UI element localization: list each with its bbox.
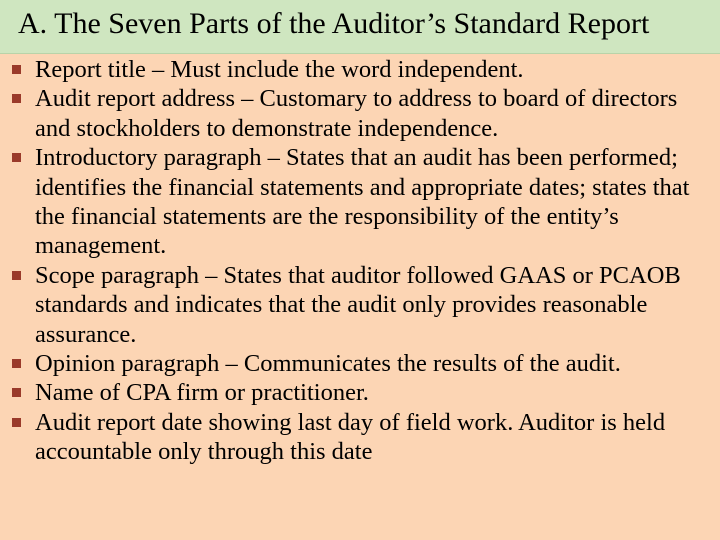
bullet-list	[0, 55, 720, 467]
bullet-text: Audit report address – Customary to address to board of directors and stockholders to demonstrate independence.	[35, 85, 678, 142]
square-bullet-icon	[12, 271, 21, 280]
bullet-item-cpa-firm-name	[0, 378, 720, 407]
square-bullet-icon	[12, 359, 21, 368]
bullet-text: Report title – Must include the word independent.	[35, 56, 524, 83]
bullet-item-report-address	[0, 84, 720, 143]
bullet-item-report-date	[0, 408, 720, 467]
title-bar	[0, 0, 720, 54]
bullet-text: Scope paragraph – States that auditor followed GAAS or PCAOB standards and indicates that the audit only provides reasonable assurance.	[35, 261, 681, 348]
bullet-item-scope-paragraph	[0, 261, 720, 349]
square-bullet-icon	[12, 94, 21, 103]
slide-title: A. The Seven Parts of the Auditor’s Standard Report	[18, 7, 650, 40]
bullet-text: Introductory paragraph – States that an audit has been performed; identifies the financial statements and appropriate dates; states that the financial statements are the responsibility of the entity’s management.	[35, 144, 690, 260]
bullet-item-introductory-paragraph	[0, 143, 720, 261]
square-bullet-icon	[12, 153, 21, 162]
bullet-item-report-title	[0, 55, 720, 84]
square-bullet-icon	[12, 418, 21, 427]
bullet-text: Name of CPA firm or practitioner.	[35, 379, 369, 407]
bullet-text: Opinion paragraph – Communicates the results of the audit.	[35, 350, 621, 378]
square-bullet-icon	[12, 388, 21, 397]
bullet-text: Audit report date showing last day of field work. Auditor is held accountable only through this date	[35, 408, 666, 466]
bullet-item-opinion-paragraph	[0, 349, 720, 378]
square-bullet-icon	[12, 65, 21, 74]
